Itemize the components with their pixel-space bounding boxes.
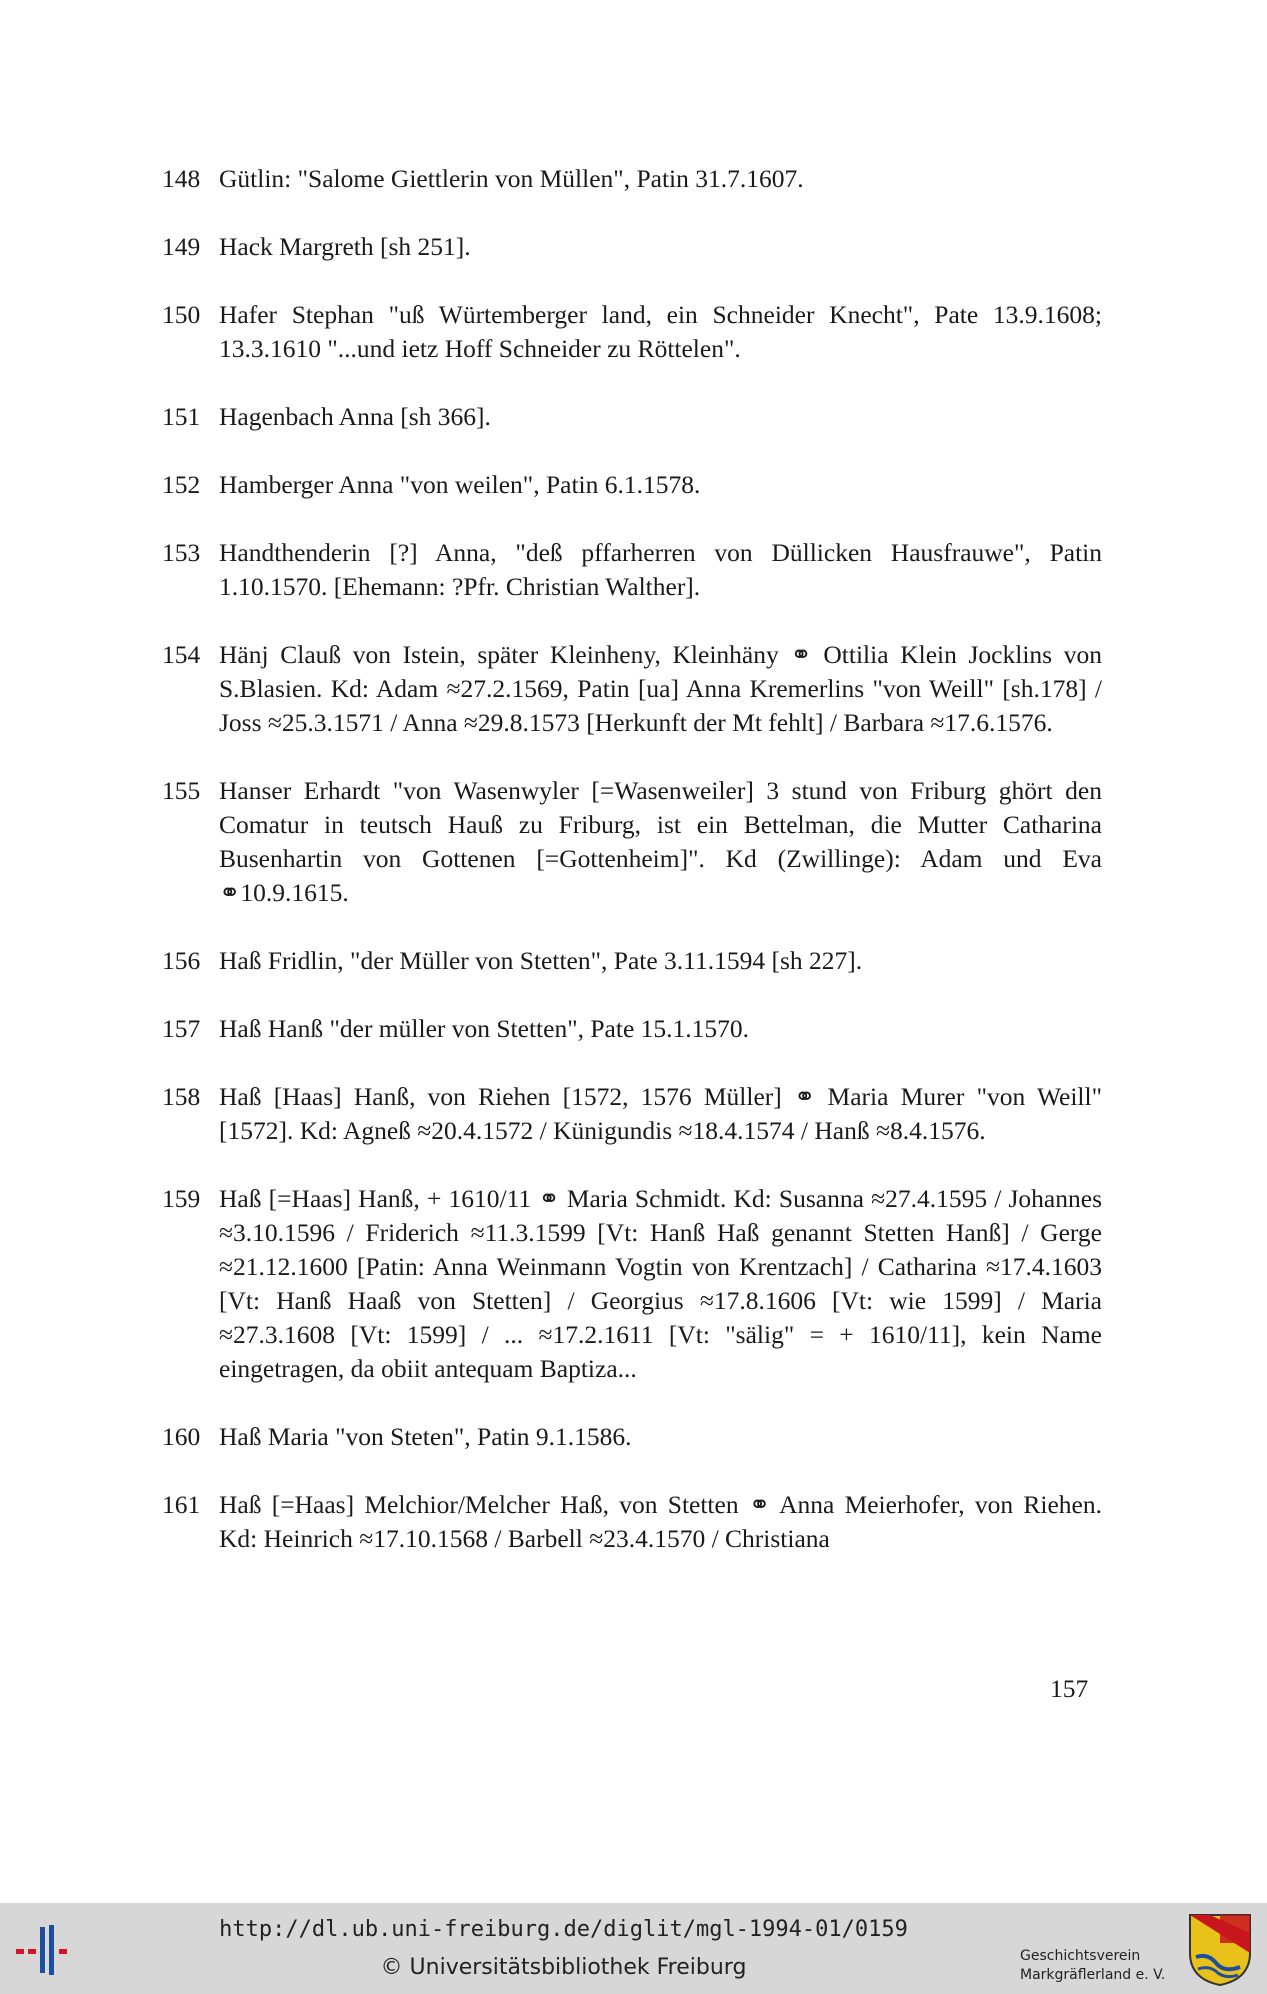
entry-number: 159 bbox=[162, 1184, 201, 1213]
entry-text: Haß Fridlin, "der Müller von Stetten", Pate 3.11.1594 [sh 227]. bbox=[219, 946, 863, 975]
entry-text: Gütlin: "Salome Giettlerin von Müllen", Patin 31.7.1607. bbox=[219, 164, 804, 193]
entry-151 bbox=[162, 400, 1102, 434]
page-number: 157 bbox=[1050, 1674, 1089, 1703]
entry-text: Hagenbach Anna [sh 366]. bbox=[219, 402, 491, 431]
entry-text: Hamberger Anna "von weilen", Patin 6.1.1578. bbox=[219, 470, 701, 499]
entry-text: Haß [=Haas] Hanß, + 1610/11 ⚭ Maria Schmidt. Kd: Susanna ≈27.4.1595 / Johannes ≈3.10.1596 / Friderich ≈11.3.1599 [Vt: Hanß Haß genannt Stetten Hanß] / Gerge ≈21.12.1600 [Patin: Anna Weinmann Vogtin von Krentzach] / Catharina ≈17.4.1603 [Vt: Hanß Haaß von Stetten] / Georgius ≈17.8.1606 [Vt: wie 1599] / Maria ≈27.3.1608 [Vt: 1599] / ... ≈17.2.1611 [Vt: "sälig" = + 1610/11], kein Name eingetragen, da obiit antequam Baptiza... bbox=[219, 1184, 1102, 1383]
entry-160 bbox=[162, 1420, 1102, 1454]
entry-text: Haß Maria "von Steten", Patin 9.1.1586. bbox=[219, 1422, 632, 1451]
copyright-notice: © Universitätsbibliothek Freiburg bbox=[380, 1955, 747, 1980]
entry-154 bbox=[162, 638, 1102, 740]
entry-149 bbox=[162, 230, 1102, 264]
entry-156 bbox=[162, 944, 1102, 978]
society-name-line1: Geschichtsverein bbox=[1020, 1948, 1141, 1964]
entry-number: 160 bbox=[162, 1422, 201, 1451]
entry-152 bbox=[162, 468, 1102, 502]
society-name bbox=[1020, 1947, 1165, 1985]
entry-number: 161 bbox=[162, 1490, 201, 1519]
entry-number: 152 bbox=[162, 470, 201, 499]
footer-bar bbox=[0, 1903, 1267, 1994]
entry-text: Haß [Haas] Hanß, von Riehen [1572, 1576 Müller] ⚭ Maria Murer "von Weill" [1572]. Kd: Agneß ≈20.4.1572 / Künigundis ≈18.4.1574 / Hanß ≈8.4.1576. bbox=[219, 1082, 1102, 1145]
entry-155 bbox=[162, 774, 1102, 910]
entry-number: 158 bbox=[162, 1082, 201, 1111]
entry-150 bbox=[162, 298, 1102, 366]
entry-158 bbox=[162, 1080, 1102, 1148]
entry-number: 155 bbox=[162, 776, 201, 805]
entry-list bbox=[162, 162, 1102, 1590]
entry-159 bbox=[162, 1182, 1102, 1386]
entry-number: 156 bbox=[162, 946, 201, 975]
entry-text: Handthenderin [?] Anna, "deß pffarherren von Düllicken Hausfrauwe", Patin 1.10.1570. [Ehemann: ?Pfr. Christian Walther]. bbox=[219, 538, 1102, 601]
entry-text: Haß [=Haas] Melchior/Melcher Haß, von Stetten ⚭ Anna Meierhofer, von Riehen. Kd: Heinrich ≈17.10.1568 / Barbell ≈23.4.1570 / Christiana bbox=[219, 1490, 1102, 1553]
entry-number: 149 bbox=[162, 232, 201, 261]
entry-text: Hafer Stephan "uß Würtemberger land, ein Schneider Knecht", Pate 13.9.1608; 13.3.1610 "...und ietz Hoff Schneider zu Röttelen". bbox=[219, 300, 1102, 363]
society-name-line2: Markgräflerland e. V. bbox=[1020, 1967, 1166, 1983]
entry-number: 154 bbox=[162, 640, 201, 669]
entry-157 bbox=[162, 1012, 1102, 1046]
entry-153 bbox=[162, 536, 1102, 604]
entry-161 bbox=[162, 1488, 1102, 1556]
coat-of-arms-icon bbox=[1188, 1913, 1252, 1987]
entry-text: Hänj Clauß von Istein, später Kleinheny, Kleinhäny ⚭ Ottilia Klein Jocklins von S.Blasien. Kd: Adam ≈27.2.1569, Patin [ua] Anna Kremerlins "von Weill" [sh.178] / Joss ≈25.3.1571 / Anna ≈29.8.1573 [Herkunft der Mt fehlt] / Barbara ≈17.6.1576. bbox=[219, 640, 1102, 737]
entry-number: 153 bbox=[162, 538, 201, 567]
entry-number: 150 bbox=[162, 300, 201, 329]
entry-number: 157 bbox=[162, 1014, 201, 1043]
entry-text: Hanser Erhardt "von Wasenwyler [=Wasenweiler] 3 stund von Friburg ghört den Comatur in teutsch Hauß zu Friburg, ist ein Bettelman, die Mutter Catharina Busenhartin von Gottenen [=Gottenheim]". Kd (Zwillinge): Adam und Eva ⚭10.9.1615. bbox=[219, 776, 1102, 907]
entry-text: Haß Hanß "der müller von Stetten", Pate 15.1.1570. bbox=[219, 1014, 750, 1043]
source-url[interactable]: http://dl.ub.uni-freiburg.de/diglit/mgl-1994-01/0159 bbox=[219, 1917, 908, 1942]
entry-text: Hack Margreth [sh 251]. bbox=[219, 232, 471, 261]
entry-number: 148 bbox=[162, 164, 201, 193]
entry-number: 151 bbox=[162, 402, 201, 431]
entry-148 bbox=[162, 162, 1102, 196]
